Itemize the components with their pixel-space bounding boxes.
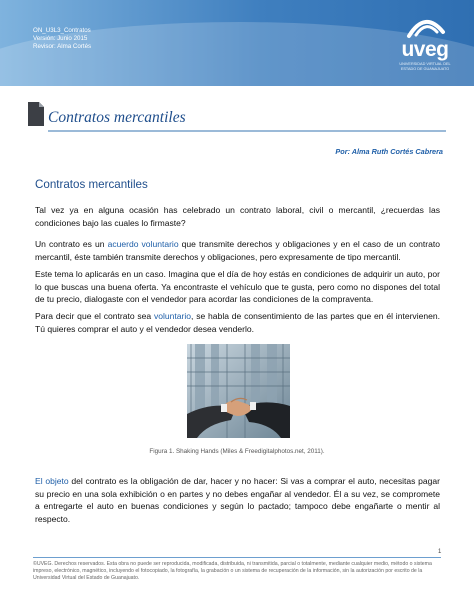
doc-version: Versión: Junio 2015 — [33, 35, 88, 43]
paragraph-3: Este tema lo aplicarás en un caso. Imagina que el día de hoy estás en condiciones de adquirir un auto, por lo que buscas una buena oferta. Ya encontraste el vehículo que te gusta, pero como no dispones del total de tu precio, dialogaste con el vendedor para acordar las condiciones de la compraventa. — [35, 269, 440, 305]
keyword-acuerdo-voluntario: acuerdo voluntario — [107, 239, 179, 249]
doc-code: ON_U3L3_Contratos — [33, 27, 91, 34]
document-page-icon — [27, 101, 45, 127]
doc-reviewer: Revisor: Alma Cortés — [33, 43, 92, 51]
keyword-el-objeto: El objeto — [35, 476, 69, 486]
p2-text-start: Un contrato es un — [35, 239, 108, 249]
p4-text-start: Para decir que el contrato sea — [35, 311, 154, 321]
paragraph-2 — [35, 238, 440, 263]
paragraph-5 — [35, 475, 440, 525]
logo-text: uveg — [401, 38, 449, 61]
handshake-photo — [187, 344, 290, 438]
footer-divider — [33, 557, 441, 558]
author-line: Por: Alma Ruth Cortés Cabrera — [335, 147, 443, 156]
p2-text-end: que transmite derechos y obligaciones y en el caso de un contrato mercantil, éste también transmite derechos y obligaciones, pero expresamente de tipo mercantil. — [35, 239, 441, 262]
title-divider — [48, 130, 446, 132]
p4-text-end: , se habla de consentimiento de las partes que en él intervienen. Tú quieres comprar el auto y el vendedor desea venderlo. — [35, 311, 440, 334]
keyword-voluntario: voluntario — [153, 311, 192, 321]
logo-subtitle: UNIVERSIDAD VIRTUAL DEL ESTADO DE GUANAJUATO — [399, 62, 451, 71]
paragraph-1: Tal vez ya en alguna ocasión has celebrado un contrato laboral, civil o mercantil, ¿recuerdas las condiciones bajo las cuales lo firmaste? — [35, 205, 440, 228]
p5-text: del contrato es la obligación de dar, hacer y no hacer: Si vas a comprar el auto, necesitas pagar su precio en una sola exhibición o en partes y no debes engañar al vendedor. Él a su vez, se compromete a entregarte el auto en buenas condiciones y según lo pactado; tampoco debe engañarte o mentir al respecto. — [35, 476, 440, 524]
copyright-footer: ©UVEG. Derechos reservados. Esta obra no puede ser reproducida, modificada, distribuida, ni transmitida, parcial o totalmente, mediante cualquier medio, método o sistema impreso, electrónico, magnético, incluyendo el fotocopiado, la fotografía, la grabación o un sistema de recuperación de la información, sin la autorización por escrito de la Universidad Virtual del Estado de Guanajuato. — [33, 561, 432, 582]
figure-caption: Figura 1. Shaking Hands (Miles & Freedigitalphotos.net, 2011). — [149, 448, 325, 455]
section-heading: Contratos mercantiles — [35, 178, 148, 191]
paragraph-4 — [35, 310, 440, 335]
uveg-logo — [389, 12, 461, 74]
document-meta — [33, 27, 91, 52]
page-number: 1 — [438, 549, 442, 555]
page-header — [0, 0, 474, 86]
page-title: Contratos mercantiles — [48, 109, 186, 126]
